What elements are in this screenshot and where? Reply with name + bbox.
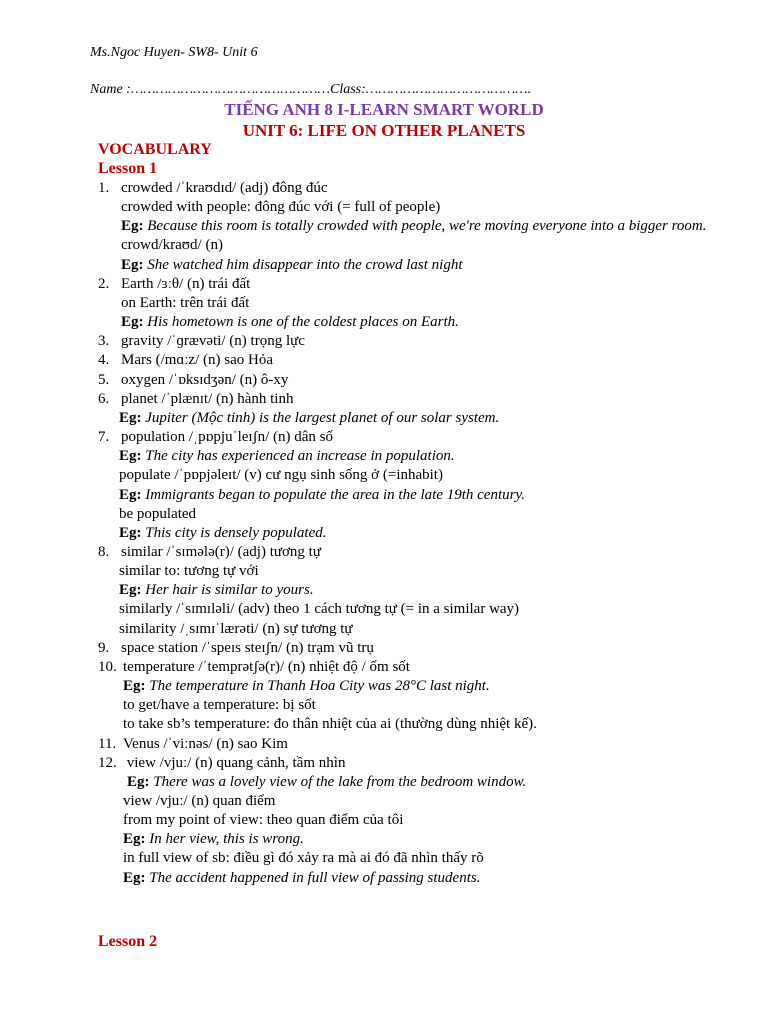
example-line — [98, 447, 738, 466]
vocab-subentry — [98, 294, 738, 313]
unit-title: UNIT 6: LIFE ON OTHER PLANETS — [242, 121, 526, 140]
entry-text: crowded with people: đông đúc với (= full of people) — [121, 199, 441, 216]
entry-text: similarly /ˈsɪmɪləli/ (adv) theo 1 cách tương tự (= in a similar way) — [119, 601, 520, 618]
entry-text: view /vjuː/ (n) quan điểm — [123, 793, 276, 809]
example-text: Immigrants began to populate the area in the late 19th century. — [145, 486, 526, 503]
example-line — [98, 256, 738, 275]
entry-text: from my point of view: theo quan điểm của tôi — [123, 812, 404, 829]
entry-number: 7. — [98, 429, 110, 446]
example-text: Jupiter (Mộc tinh) is the largest planet of our solar system. — [145, 409, 500, 426]
course-title: TIẾNG ANH 8 I-LEARN SMART WORLD — [224, 100, 544, 119]
example-label: Eg: — [121, 256, 144, 273]
example-line — [98, 773, 738, 792]
example-text: In her view, this is wrong. — [149, 831, 304, 848]
example-label: Eg: — [119, 524, 142, 541]
example-text: His hometown is one of the coldest places on Earth. — [147, 314, 459, 331]
vocab-subentry — [98, 466, 738, 485]
example-label: Eg: — [123, 831, 146, 848]
entry-text: population /ˌpɒpjuˈleɪʃn/ (n) dân số — [121, 429, 333, 446]
example-line — [98, 830, 738, 849]
entry-text: space station /ˈspeɪs steɪʃn/ (n) trạm vũ trụ — [121, 639, 374, 656]
example-line — [98, 409, 738, 428]
example-label: Eg: — [119, 582, 142, 599]
example-label: Eg: — [121, 314, 144, 331]
example-text: This city is densely populated. — [145, 524, 327, 541]
name-class-line: Name :…………………………………………Class:…………………………………. — [90, 82, 532, 97]
example-label: Eg: — [123, 869, 146, 886]
example-line — [98, 869, 738, 888]
example-text: Because this room is totally crowded with people, we're moving everyone into a bigger room. — [147, 218, 707, 235]
entry-number: 8. — [98, 543, 110, 560]
example-label: Eg: — [123, 678, 146, 695]
example-label: Eg: — [121, 218, 144, 235]
example-text: Her hair is similar to yours. — [145, 582, 314, 599]
entry-text: similar to: tương tự với — [119, 563, 259, 580]
entry-number: 9. — [98, 639, 110, 656]
entry-text: Mars (/mɑːz/ (n) sao Hỏa — [121, 352, 273, 369]
entry-text: be populated — [119, 505, 197, 522]
example-line — [98, 581, 738, 600]
example-text: The accident happened in full view of passing students. — [149, 869, 481, 886]
entry-number: 2. — [98, 275, 110, 292]
entry-text: crowded /ˈkraʊdɪd/ (adj) đông đúc — [121, 180, 328, 196]
vocab-subentry — [98, 505, 738, 524]
entry-text: planet /ˈplænɪt/ (n) hành tinh — [121, 390, 294, 407]
entry-text: view /vjuː/ (n) quang cảnh, tầm nhìn — [123, 754, 346, 771]
entry-text: similar /ˈsɪmələ(r)/ (adj) tương tự — [121, 543, 321, 560]
example-line — [98, 486, 738, 505]
vocab-subentry — [98, 811, 738, 830]
example-label: Eg: — [127, 773, 150, 790]
entry-number: 4. — [98, 352, 110, 369]
lesson-1-heading: Lesson 1 — [98, 160, 158, 177]
author-header: Ms.Ngoc Huyen- SW8- Unit 6 — [90, 45, 258, 60]
lesson-2-heading: Lesson 2 — [98, 933, 158, 950]
entry-text: to take sb’s temperature: đo thân nhiệt của ai (thường dùng nhiệt kế). — [123, 716, 537, 733]
vocab-entry — [98, 351, 738, 370]
vocab-entry — [98, 371, 738, 390]
vocab-entry — [98, 639, 738, 658]
vocab-subentry — [98, 849, 738, 868]
vocabulary-heading: VOCABULARY — [98, 141, 212, 158]
vocab-subentry — [98, 696, 738, 715]
vocab-entry — [98, 179, 738, 198]
entry-number: 10. — [98, 658, 117, 675]
entry-number: 11. — [98, 735, 117, 752]
vocab-subentry — [98, 562, 738, 581]
entry-text: temperature /ˈtemprətʃə(r)/ (n) nhiệt độ / ốm sốt — [123, 658, 410, 675]
entry-text: similarity /ˌsɪmɪˈlærəti/ (n) sự tương tự — [119, 620, 353, 637]
vocab-entry — [98, 275, 738, 294]
vocab-subentry — [98, 236, 738, 255]
example-line — [98, 677, 738, 696]
entry-text: crowd/kraʊd/ (n) — [121, 237, 223, 254]
vocab-entry — [98, 754, 738, 773]
example-label: Eg: — [119, 486, 142, 503]
entry-text: Earth /ɜːθ/ (n) trái đất — [121, 275, 251, 292]
entry-text: oxygen /ˈɒksɪdʒən/ (n) ô-xy — [121, 371, 289, 388]
vocab-subentry — [98, 715, 738, 734]
entry-text: gravity /ˈɡrævəti/ (n) trọng lực — [121, 333, 305, 350]
example-text: The city has experienced an increase in population. — [145, 448, 455, 465]
example-line — [98, 217, 738, 236]
entry-number: 5. — [98, 371, 110, 388]
entry-text: populate /ˈpɒpjəleɪt/ (v) cư ngụ sinh sống ở (=inhabit) — [119, 467, 443, 484]
example-label: Eg: — [119, 409, 142, 426]
entry-text: in full view of sb: điều gì đó xảy ra mà ai đó đã nhìn thấy rõ — [123, 850, 484, 867]
entry-text: Venus /ˈviːnəs/ (n) sao Kim — [123, 735, 288, 752]
entry-number: 6. — [98, 390, 110, 407]
vocab-subentry — [98, 198, 738, 217]
example-line — [98, 524, 738, 543]
vocab-entry — [98, 658, 738, 677]
vocab-entry — [98, 332, 738, 351]
vocab-entry — [98, 735, 738, 754]
vocab-entry — [98, 428, 738, 447]
entry-number: 12. — [98, 754, 117, 771]
vocab-subentry — [98, 620, 738, 639]
example-label: Eg: — [119, 448, 142, 465]
vocab-subentry — [98, 600, 738, 619]
vocab-entry — [98, 390, 738, 409]
vocab-subentry — [98, 792, 738, 811]
entry-text: on Earth: trên trái đất — [121, 294, 250, 311]
example-text: There was a lovely view of the lake from the bedroom window. — [153, 773, 527, 790]
vocabulary-list — [98, 179, 738, 888]
vocab-entry — [98, 543, 738, 562]
entry-number: 3. — [98, 333, 110, 350]
example-text: She watched him disappear into the crowd last night — [147, 256, 463, 273]
example-line — [98, 313, 738, 332]
example-text: The temperature in Thanh Hoa City was 28°C last night. — [149, 678, 490, 695]
entry-text: to get/have a temperature: bị sốt — [123, 697, 316, 714]
entry-number: 1. — [98, 180, 110, 196]
